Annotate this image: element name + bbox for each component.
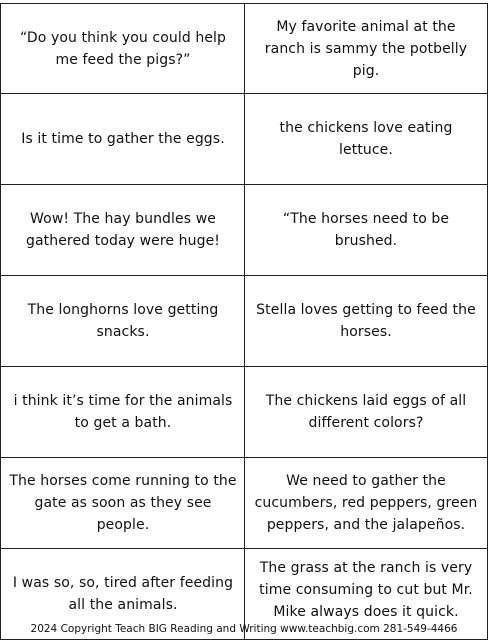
card-sentence: Stella loves getting to feed the horses. [256,302,476,340]
task-card [244,457,488,549]
card-sentence: Wow! The hay bundles we gathered today were huge! [25,211,221,249]
card-sentence: The horses come running to the gate as soon as they see people. [9,473,237,533]
task-card [244,184,488,276]
task-card [244,366,488,458]
task-card [244,3,488,94]
task-card [0,457,246,549]
task-card [244,275,488,367]
card-sentence: We need to gather the cucumbers, red peppers, green peppers, and the jalapeños. [254,473,478,533]
card-sentence: The grass at the ranch is very time consuming to cut but Mr. Mike always does it quick. [259,560,473,620]
task-card [0,184,246,276]
task-card-grid [0,3,488,639]
card-sentence: “The horses need to be brushed. [282,211,450,249]
task-card [244,93,488,185]
copyright-footer: 2024 Copyright Teach BIG Reading and Writing www.teachbig.com 281-549-4466 [30,623,458,635]
card-sentence: The longhorns love getting snacks. [27,302,219,340]
card-sentence: the chickens love eating lettuce. [279,120,453,158]
task-card [0,366,246,458]
task-card [0,275,246,367]
card-sentence: My favorite animal at the ranch is sammy the potbelly pig. [264,18,468,79]
card-sentence: The chickens laid eggs of all different colors? [265,393,467,431]
card-sentence: I was so, so, tired after feeding all the animals. [12,575,234,613]
task-card [0,93,246,185]
card-sentence: i think it’s time for the animals to get a bath. [13,393,233,431]
card-sentence: Is it time to gather the eggs. [21,131,225,147]
task-card [0,3,246,94]
card-sentence: “Do you think you could help me feed the pigs?” [19,29,227,68]
